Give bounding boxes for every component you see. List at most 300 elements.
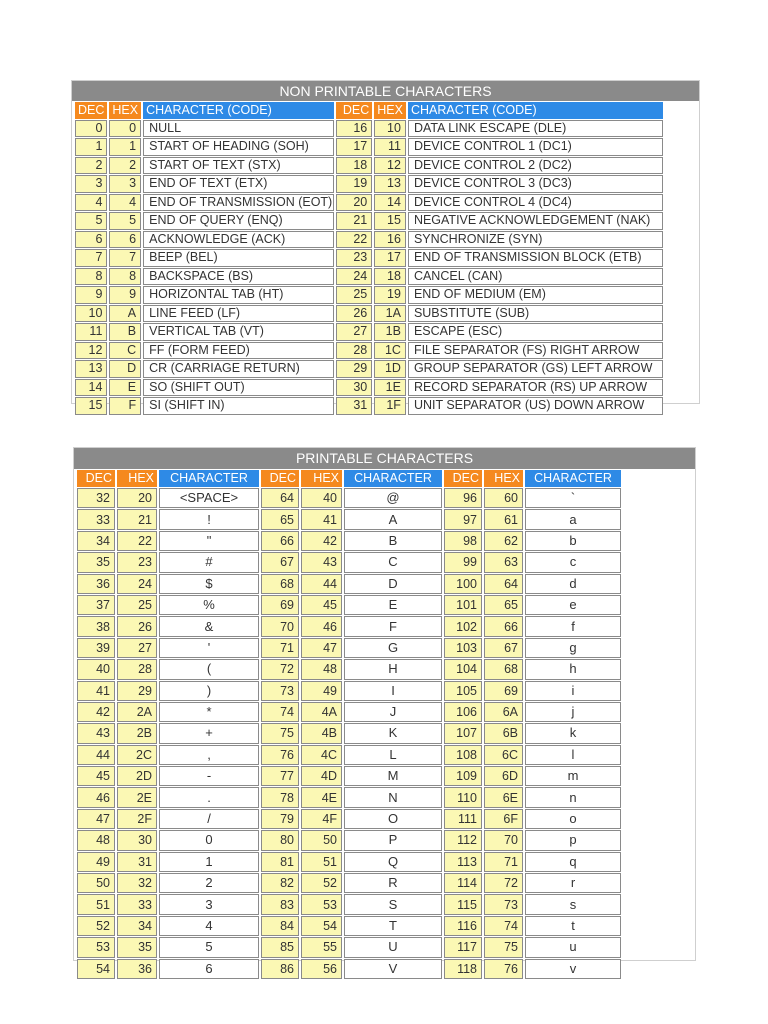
hex-cell: 67 [484, 638, 523, 658]
dec-cell: 75 [261, 723, 299, 743]
hex-cell: 64 [484, 574, 523, 594]
dec-cell: 0 [75, 120, 107, 138]
character-cell: $ [159, 574, 259, 594]
character-cell: o [525, 809, 621, 829]
hex-cell: 4E [301, 787, 342, 807]
hex-cell: 6D [484, 766, 523, 786]
table-row [75, 323, 663, 341]
dec-cell: 45 [77, 766, 115, 786]
hex-cell: 5 [109, 212, 141, 230]
character-cell: UNIT SEPARATOR (US) DOWN ARROW [408, 397, 663, 415]
hex-cell: 36 [117, 959, 157, 979]
character-cell: END OF QUERY (ENQ) [143, 212, 334, 230]
table-row [77, 723, 621, 743]
character-cell: END OF TRANSMISSION (EOT) [143, 194, 334, 212]
table-row [77, 638, 621, 658]
hex-cell: 61 [484, 509, 523, 529]
dec-cell: 82 [261, 873, 299, 893]
character-cell: CR (CARRIAGE RETURN) [143, 360, 334, 378]
dec-cell: 9 [75, 286, 107, 304]
dec-cell: 71 [261, 638, 299, 658]
hex-cell: 4A [301, 702, 342, 722]
hex-cell: 6A [484, 702, 523, 722]
hex-cell: E [109, 379, 141, 397]
character-cell: ! [159, 509, 259, 529]
non-printable-table [73, 101, 665, 416]
character-cell: SYNCHRONIZE (SYN) [408, 231, 663, 249]
non-printable-table-block [71, 80, 700, 413]
dec-cell: 39 [77, 638, 115, 658]
hex-cell: 75 [484, 937, 523, 957]
hex-cell: 50 [301, 830, 342, 850]
dec-cell: 98 [444, 531, 482, 551]
character-cell: u [525, 937, 621, 957]
character-cell: " [159, 531, 259, 551]
dec-header: DEC [75, 102, 107, 119]
dec-cell: 8 [75, 268, 107, 286]
dec-cell: 64 [261, 488, 299, 508]
character-cell: BEEP (BEL) [143, 249, 334, 267]
dec-cell: 24 [336, 268, 372, 286]
character-cell: # [159, 552, 259, 572]
character-cell: DEVICE CONTROL 4 (DC4) [408, 194, 663, 212]
hex-cell: 25 [117, 595, 157, 615]
dec-cell: 110 [444, 787, 482, 807]
character-cell: + [159, 723, 259, 743]
hex-cell: 7 [109, 249, 141, 267]
dec-cell: 1 [75, 138, 107, 156]
character-cell: a [525, 509, 621, 529]
dec-cell: 42 [77, 702, 115, 722]
hex-cell: 47 [301, 638, 342, 658]
dec-cell: 107 [444, 723, 482, 743]
dec-cell: 101 [444, 595, 482, 615]
hex-cell: 26 [117, 616, 157, 636]
character-header: CHARACTER (CODE) [408, 102, 663, 119]
hex-cell: 21 [117, 509, 157, 529]
dec-cell: 65 [261, 509, 299, 529]
hex-cell: 8 [109, 268, 141, 286]
table-row [75, 286, 663, 304]
dec-cell: 114 [444, 873, 482, 893]
dec-cell: 97 [444, 509, 482, 529]
character-cell: . [159, 787, 259, 807]
character-cell: DATA LINK ESCAPE (DLE) [408, 120, 663, 138]
dec-header: DEC [336, 102, 372, 119]
hex-cell: 17 [374, 249, 406, 267]
dec-cell: 35 [77, 552, 115, 572]
character-cell: , [159, 745, 259, 765]
hex-cell: 31 [117, 852, 157, 872]
character-cell: ' [159, 638, 259, 658]
character-cell: SO (SHIFT OUT) [143, 379, 334, 397]
character-cell: A [344, 509, 442, 529]
character-cell: P [344, 830, 442, 850]
hex-cell: 4C [301, 745, 342, 765]
character-cell: S [344, 894, 442, 914]
dec-cell: 28 [336, 342, 372, 360]
hex-cell: 20 [117, 488, 157, 508]
dec-cell: 70 [261, 616, 299, 636]
dec-cell: 2 [75, 157, 107, 175]
character-cell: DEVICE CONTROL 2 (DC2) [408, 157, 663, 175]
dec-cell: 66 [261, 531, 299, 551]
character-cell: k [525, 723, 621, 743]
character-cell: 5 [159, 937, 259, 957]
dec-cell: 115 [444, 894, 482, 914]
table-row [75, 157, 663, 175]
character-cell: I [344, 681, 442, 701]
character-cell: 3 [159, 894, 259, 914]
dec-cell: 47 [77, 809, 115, 829]
character-cell: @ [344, 488, 442, 508]
character-cell: F [344, 616, 442, 636]
hex-cell: 53 [301, 894, 342, 914]
table-row [75, 175, 663, 193]
character-header: CHARACTER (CODE) [143, 102, 334, 119]
dec-cell: 118 [444, 959, 482, 979]
hex-cell: 23 [117, 552, 157, 572]
dec-cell: 51 [77, 894, 115, 914]
hex-cell: 1F [374, 397, 406, 415]
hex-cell: 55 [301, 937, 342, 957]
character-cell: K [344, 723, 442, 743]
character-cell: START OF TEXT (STX) [143, 157, 334, 175]
hex-cell: 49 [301, 681, 342, 701]
hex-cell: 69 [484, 681, 523, 701]
character-cell: LINE FEED (LF) [143, 305, 334, 323]
hex-cell: 29 [117, 681, 157, 701]
hex-header: HEX [109, 102, 141, 119]
hex-cell: 52 [301, 873, 342, 893]
hex-cell: 35 [117, 937, 157, 957]
hex-cell: A [109, 305, 141, 323]
hex-cell: 6C [484, 745, 523, 765]
hex-cell: 63 [484, 552, 523, 572]
dec-cell: 41 [77, 681, 115, 701]
hex-cell: 2F [117, 809, 157, 829]
table-row [77, 531, 621, 551]
dec-cell: 50 [77, 873, 115, 893]
character-cell: BACKSPACE (BS) [143, 268, 334, 286]
hex-cell: 46 [301, 616, 342, 636]
dec-cell: 78 [261, 787, 299, 807]
dec-cell: 33 [77, 509, 115, 529]
dec-cell: 86 [261, 959, 299, 979]
table-row [75, 212, 663, 230]
character-cell: e [525, 595, 621, 615]
dec-header: DEC [261, 470, 299, 487]
table-row [77, 766, 621, 786]
table-row [77, 595, 621, 615]
hex-cell: 76 [484, 959, 523, 979]
dec-cell: 83 [261, 894, 299, 914]
dec-cell: 36 [77, 574, 115, 594]
dec-cell: 6 [75, 231, 107, 249]
character-cell: 2 [159, 873, 259, 893]
printable-table-block [73, 447, 696, 976]
hex-cell: F [109, 397, 141, 415]
dec-cell: 117 [444, 937, 482, 957]
character-header: CHARACTER [525, 470, 621, 487]
hex-cell: C [109, 342, 141, 360]
hex-cell: 48 [301, 659, 342, 679]
character-cell: Q [344, 852, 442, 872]
character-cell: * [159, 702, 259, 722]
character-cell: f [525, 616, 621, 636]
table-row [77, 937, 621, 957]
character-cell: r [525, 873, 621, 893]
hex-cell: 6 [109, 231, 141, 249]
dec-cell: 109 [444, 766, 482, 786]
character-cell: L [344, 745, 442, 765]
hex-cell: 18 [374, 268, 406, 286]
character-cell: - [159, 766, 259, 786]
table-row [75, 231, 663, 249]
character-cell: ) [159, 681, 259, 701]
dec-cell: 26 [336, 305, 372, 323]
hex-cell: 2B [117, 723, 157, 743]
dec-cell: 44 [77, 745, 115, 765]
table-row [77, 873, 621, 893]
character-cell: s [525, 894, 621, 914]
hex-cell: 9 [109, 286, 141, 304]
dec-cell: 20 [336, 194, 372, 212]
hex-cell: 34 [117, 916, 157, 936]
hex-cell: 6E [484, 787, 523, 807]
dec-cell: 100 [444, 574, 482, 594]
character-cell: l [525, 745, 621, 765]
dec-cell: 79 [261, 809, 299, 829]
dec-cell: 96 [444, 488, 482, 508]
character-cell: d [525, 574, 621, 594]
hex-cell: 33 [117, 894, 157, 914]
character-cell: E [344, 595, 442, 615]
hex-cell: 13 [374, 175, 406, 193]
table-row [75, 120, 663, 138]
table-row [77, 852, 621, 872]
hex-cell: 2E [117, 787, 157, 807]
character-cell: HORIZONTAL TAB (HT) [143, 286, 334, 304]
character-cell: 6 [159, 959, 259, 979]
dec-cell: 74 [261, 702, 299, 722]
character-cell: DEVICE CONTROL 1 (DC1) [408, 138, 663, 156]
hex-cell: 62 [484, 531, 523, 551]
hex-cell: 43 [301, 552, 342, 572]
hex-cell: 4F [301, 809, 342, 829]
character-cell: NULL [143, 120, 334, 138]
character-cell: 0 [159, 830, 259, 850]
table-row [77, 830, 621, 850]
character-cell: U [344, 937, 442, 957]
hex-cell: 42 [301, 531, 342, 551]
printable-header-row [77, 470, 621, 487]
printable-title: PRINTABLE CHARACTERS [74, 448, 695, 469]
dec-cell: 67 [261, 552, 299, 572]
character-cell: M [344, 766, 442, 786]
character-cell: GROUP SEPARATOR (GS) LEFT ARROW [408, 360, 663, 378]
hex-cell: 2 [109, 157, 141, 175]
character-cell: c [525, 552, 621, 572]
dec-cell: 104 [444, 659, 482, 679]
table-row [75, 342, 663, 360]
character-cell: ` [525, 488, 621, 508]
character-cell: END OF TRANSMISSION BLOCK (ETB) [408, 249, 663, 267]
hex-cell: 56 [301, 959, 342, 979]
character-cell: / [159, 809, 259, 829]
table-row [75, 138, 663, 156]
character-cell: SUBSTITUTE (SUB) [408, 305, 663, 323]
dec-cell: 103 [444, 638, 482, 658]
character-cell: 1 [159, 852, 259, 872]
hex-cell: 0 [109, 120, 141, 138]
table-row [75, 379, 663, 397]
character-cell: T [344, 916, 442, 936]
hex-cell: 6B [484, 723, 523, 743]
character-cell: FF (FORM FEED) [143, 342, 334, 360]
dec-cell: 112 [444, 830, 482, 850]
hex-cell: 2D [117, 766, 157, 786]
hex-cell: 4B [301, 723, 342, 743]
dec-cell: 52 [77, 916, 115, 936]
dec-cell: 34 [77, 531, 115, 551]
hex-header: HEX [117, 470, 157, 487]
character-cell: R [344, 873, 442, 893]
hex-header: HEX [484, 470, 523, 487]
dec-cell: 84 [261, 916, 299, 936]
dec-cell: 10 [75, 305, 107, 323]
hex-cell: 27 [117, 638, 157, 658]
hex-cell: 10 [374, 120, 406, 138]
hex-cell: 68 [484, 659, 523, 679]
dec-cell: 30 [336, 379, 372, 397]
character-cell: q [525, 852, 621, 872]
table-row [75, 305, 663, 323]
dec-header: DEC [444, 470, 482, 487]
non-printable-title: NON PRINTABLE CHARACTERS [72, 81, 699, 101]
hex-cell: 73 [484, 894, 523, 914]
hex-cell: 12 [374, 157, 406, 175]
hex-cell: 60 [484, 488, 523, 508]
hex-cell: 2A [117, 702, 157, 722]
hex-header: HEX [374, 102, 406, 119]
hex-cell: 1D [374, 360, 406, 378]
table-row [77, 916, 621, 936]
dec-cell: 116 [444, 916, 482, 936]
dec-cell: 16 [336, 120, 372, 138]
table-row [75, 194, 663, 212]
dec-cell: 18 [336, 157, 372, 175]
table-row [77, 552, 621, 572]
character-cell: n [525, 787, 621, 807]
hex-cell: D [109, 360, 141, 378]
dec-cell: 48 [77, 830, 115, 850]
character-cell: j [525, 702, 621, 722]
character-cell: ESCAPE (ESC) [408, 323, 663, 341]
hex-cell: 2C [117, 745, 157, 765]
table-row [77, 488, 621, 508]
dec-cell: 7 [75, 249, 107, 267]
character-cell: ( [159, 659, 259, 679]
printable-table [75, 469, 623, 980]
character-cell: RECORD SEPARATOR (RS) UP ARROW [408, 379, 663, 397]
character-cell: h [525, 659, 621, 679]
hex-cell: 45 [301, 595, 342, 615]
character-header: CHARACTER [344, 470, 442, 487]
character-cell: V [344, 959, 442, 979]
hex-cell: 30 [117, 830, 157, 850]
character-cell: t [525, 916, 621, 936]
table-row [77, 959, 621, 979]
character-cell: SI (SHIFT IN) [143, 397, 334, 415]
character-cell: J [344, 702, 442, 722]
hex-cell: 4 [109, 194, 141, 212]
dec-cell: 80 [261, 830, 299, 850]
table-row [77, 659, 621, 679]
character-cell: CANCEL (CAN) [408, 268, 663, 286]
character-cell: NEGATIVE ACKNOWLEDGEMENT (NAK) [408, 212, 663, 230]
hex-cell: 1E [374, 379, 406, 397]
hex-header: HEX [301, 470, 342, 487]
hex-cell: 6F [484, 809, 523, 829]
dec-cell: 102 [444, 616, 482, 636]
hex-cell: 4D [301, 766, 342, 786]
dec-cell: 4 [75, 194, 107, 212]
hex-cell: 51 [301, 852, 342, 872]
character-cell: & [159, 616, 259, 636]
dec-cell: 40 [77, 659, 115, 679]
dec-cell: 106 [444, 702, 482, 722]
dec-cell: 31 [336, 397, 372, 415]
hex-cell: 32 [117, 873, 157, 893]
character-cell: VERTICAL TAB (VT) [143, 323, 334, 341]
hex-cell: 1A [374, 305, 406, 323]
hex-cell: 44 [301, 574, 342, 594]
character-cell: END OF MEDIUM (EM) [408, 286, 663, 304]
character-cell: C [344, 552, 442, 572]
hex-cell: 15 [374, 212, 406, 230]
dec-cell: 11 [75, 323, 107, 341]
character-cell: FILE SEPARATOR (FS) RIGHT ARROW [408, 342, 663, 360]
dec-cell: 15 [75, 397, 107, 415]
dec-cell: 73 [261, 681, 299, 701]
character-cell: B [344, 531, 442, 551]
hex-cell: 3 [109, 175, 141, 193]
table-row [77, 787, 621, 807]
dec-cell: 46 [77, 787, 115, 807]
character-cell: g [525, 638, 621, 658]
dec-cell: 13 [75, 360, 107, 378]
character-cell: v [525, 959, 621, 979]
table-row [77, 616, 621, 636]
dec-cell: 76 [261, 745, 299, 765]
dec-cell: 49 [77, 852, 115, 872]
hex-cell: 11 [374, 138, 406, 156]
dec-cell: 22 [336, 231, 372, 249]
table-row [77, 809, 621, 829]
dec-cell: 54 [77, 959, 115, 979]
dec-cell: 85 [261, 937, 299, 957]
dec-cell: 53 [77, 937, 115, 957]
table-row [75, 268, 663, 286]
character-cell: N [344, 787, 442, 807]
dec-header: DEC [77, 470, 115, 487]
character-cell: i [525, 681, 621, 701]
table-row [75, 249, 663, 267]
character-cell: D [344, 574, 442, 594]
character-cell: p [525, 830, 621, 850]
dec-cell: 23 [336, 249, 372, 267]
